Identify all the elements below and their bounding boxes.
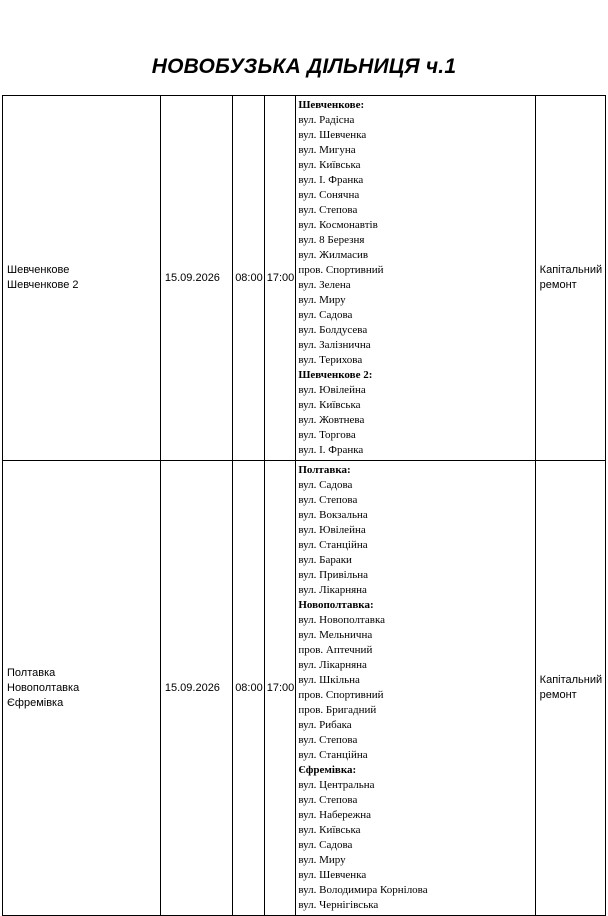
streets-cell xyxy=(296,461,535,916)
street-item: вул. Рибака xyxy=(298,719,352,731)
street-item: вул. Київська xyxy=(298,159,361,171)
street-item: вул. Жовтнева xyxy=(298,414,365,426)
work-type-cell xyxy=(535,461,605,916)
settlement-name: Шевченкове xyxy=(7,264,70,276)
street-item: пров. Спортивний xyxy=(298,264,384,276)
work-type-cell xyxy=(535,96,605,461)
street-item: вул. Сонячна xyxy=(298,189,360,201)
settlement-heading: Новополтавка: xyxy=(298,599,374,611)
street-item: вул. Володимира Корнілова xyxy=(298,884,428,896)
settlement-heading: Полтавка: xyxy=(298,464,351,476)
street-item: вул. Радісна xyxy=(298,114,355,126)
street-item: вул. Набережна xyxy=(298,809,372,821)
street-item: вул. Ювілейна xyxy=(298,384,366,396)
start-time-cell: 08:00 xyxy=(233,96,265,461)
settlement-heading: Шевченкове 2: xyxy=(298,369,373,381)
street-item: вул. Шевченка xyxy=(298,129,367,141)
work-type-text: ремонт xyxy=(539,279,577,291)
street-item: вул. Зелена xyxy=(298,279,351,291)
table-row xyxy=(3,461,606,916)
settlement-heading: Єфремівка: xyxy=(298,764,357,776)
street-item: вул. Залізнична xyxy=(298,339,371,351)
date-cell: 15.09.2026 xyxy=(160,461,232,916)
street-item: вул. Привільна xyxy=(298,569,368,581)
street-item: вул. Степова xyxy=(298,494,358,506)
street-item: вул. Чернігівська xyxy=(298,899,379,911)
street-item: вул. Садова xyxy=(298,479,353,491)
street-item: вул. Шевченка xyxy=(298,869,367,881)
street-item: вул. Шкільна xyxy=(298,674,360,686)
outage-schedule-table xyxy=(2,95,606,916)
street-item: вул. Жилмасив xyxy=(298,249,369,261)
street-item: вул. Станційна xyxy=(298,539,368,551)
street-item: вул. Садова xyxy=(298,839,353,851)
settlements-cell xyxy=(3,461,161,916)
street-item: вул. Степова xyxy=(298,794,358,806)
street-item: вул. Космонавтів xyxy=(298,219,378,231)
street-item: вул. 8 Березня xyxy=(298,234,365,246)
street-item: вул. Терихова xyxy=(298,354,363,366)
street-item: вул. Ювілейна xyxy=(298,524,366,536)
street-item: вул. Бараки xyxy=(298,554,352,566)
street-item: вул. Центральна xyxy=(298,779,375,791)
street-item: вул. Садова xyxy=(298,309,353,321)
street-item: вул. Лікарняна xyxy=(298,584,367,596)
date-cell: 15.09.2026 xyxy=(160,96,232,461)
page-title: НОВОБУЗЬКА ДІЛЬНИЦЯ ч.1 xyxy=(151,55,457,78)
street-item: вул. І. Франка xyxy=(298,174,364,186)
street-item: вул. Вокзальна xyxy=(298,509,368,521)
settlement-name: Новополтавка xyxy=(7,681,80,694)
settlement-name: Шевченкове 2 xyxy=(7,279,79,291)
street-item: вул. Лікарняна xyxy=(298,659,367,671)
street-item: пров. Аптечний xyxy=(298,644,373,656)
work-type-text: Капітальний xyxy=(539,264,603,276)
street-item: пров. Бригадний xyxy=(298,704,377,716)
settlement-name: Полтавка xyxy=(7,666,56,679)
street-item: вул. Київська xyxy=(298,399,361,411)
street-item: вул. Болдусева xyxy=(298,324,368,336)
street-item: вул. Миру xyxy=(298,854,346,866)
settlement-name: Єфремівка xyxy=(7,696,64,709)
settlement-heading: Шевченкове: xyxy=(298,99,365,111)
street-item: вул. Торгова xyxy=(298,429,356,441)
table-row xyxy=(3,96,606,461)
street-item: вул. І. Франка xyxy=(298,444,364,456)
street-item: вул. Мельнична xyxy=(298,629,373,641)
work-type-text: ремонт xyxy=(539,689,577,701)
street-item: вул. Степова xyxy=(298,734,358,746)
street-item: вул. Київська xyxy=(298,824,361,836)
street-item: вул. Степова xyxy=(298,204,358,216)
start-time-cell: 08:00 xyxy=(233,461,265,916)
streets-cell xyxy=(296,96,535,461)
street-item: вул. Миру xyxy=(298,294,346,306)
end-time-cell: 17:00 xyxy=(264,461,296,916)
street-item: пров. Спортивний xyxy=(298,689,384,701)
street-item: вул. Станційна xyxy=(298,749,368,761)
end-time-cell: 17:00 xyxy=(264,96,296,461)
settlements-cell xyxy=(3,96,161,461)
street-item: вул. Новополтавка xyxy=(298,614,386,626)
street-item: вул. Мигуна xyxy=(298,144,356,156)
work-type-text: Капітальний xyxy=(539,674,603,686)
